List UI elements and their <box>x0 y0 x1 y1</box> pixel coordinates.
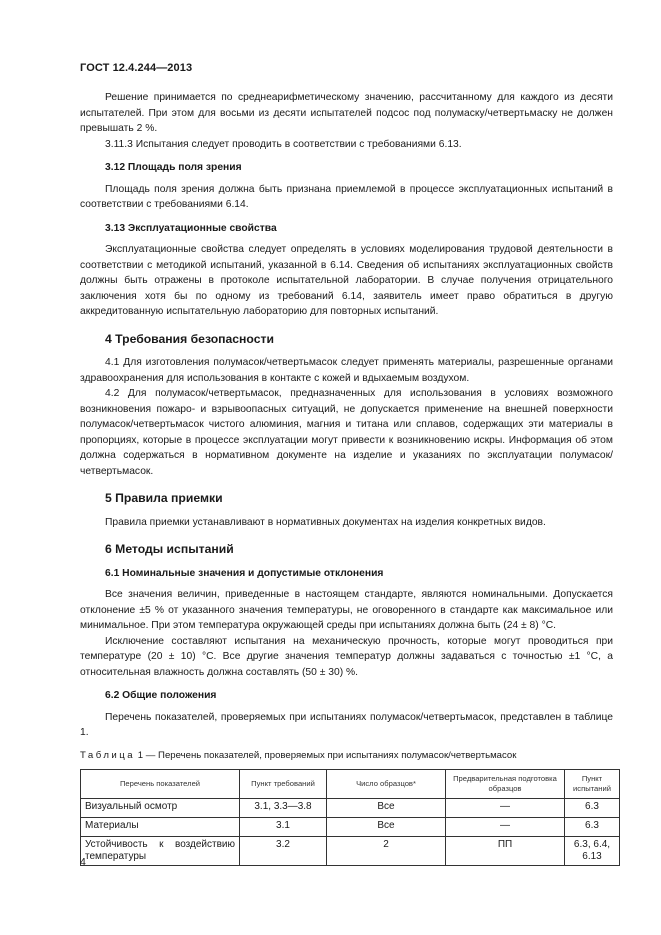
table-cell: 3.1, 3.3—3.8 <box>240 799 327 818</box>
paragraph: Площадь поля зрения должна быть признана приемлемой в процессе эксплуатационных испытаний в соответствии с требованиями 6.14. <box>80 183 613 210</box>
paragraph: Перечень показателей, проверяемых при испытаниях полумасок/четвертьмасок, представлен в таблице 1. <box>80 711 613 738</box>
table-caption-text: 1 — Перечень показателей, проверяемых при испытаниях полумасок/четвертьмасок <box>137 749 517 761</box>
section-heading-6: 6 Методы испытаний <box>105 542 234 556</box>
table-header-row <box>81 770 620 799</box>
table-cell: Все <box>327 799 446 818</box>
table-cell-word: к <box>159 839 164 850</box>
table-1 <box>80 769 620 866</box>
table-cell-line <box>85 839 235 851</box>
table-row <box>81 837 620 866</box>
standard-header: ГОСТ 12.4.244—2013 <box>80 62 193 74</box>
page-number: 4 <box>80 856 86 868</box>
table-row <box>81 799 620 818</box>
table-cell: 3.2 <box>240 837 327 866</box>
section-heading-3-12: 3.12 Площадь поля зрения <box>105 162 242 173</box>
table-cell: 2 <box>327 837 446 866</box>
table-row <box>81 818 620 837</box>
table-cell: 6.3 <box>565 818 620 837</box>
section-heading-6-1: 6.1 Номинальные значения и допустимые отклонения <box>105 567 384 579</box>
paragraph: Эксплуатационные свойства следует определять в условиях моделирования трудовой деятельности в соответствии с методикой испытаний, указанной в 6.14. Сведения об испытаниях эксплуатационных свойств должны быть отражены в протоколе испытательной лаборатории. В случае получения отрицательного заключения хотя бы по одному из требований 6.14, заявитель имеет право обратиться в другую аккредитованную испытательную лабораторию для повторных испытаний. <box>80 244 613 317</box>
paragraph: Решение принимается по среднеарифметическому значению, рассчитанному для каждого из десяти испытателей. При этом для восьми из десяти испытателей подсос под полумаску/четвертьмаску не должен превышать 2 %. <box>80 92 613 134</box>
paragraph: 3.11.3 Испытания следует проводить в соответствии с требованиями 6.13. <box>105 138 462 150</box>
section-heading-6-2: 6.2 Общие положения <box>105 690 217 701</box>
table-cell: Все <box>327 818 446 837</box>
table-cell: — <box>446 818 565 837</box>
section-heading-3-13: 3.13 Эксплуатационные свойства <box>105 222 277 234</box>
table-cell: 6.3, 6.4, 6.13 <box>565 837 620 866</box>
table-cell: 6.3 <box>565 799 620 818</box>
table-header-cell: Пункт требований <box>240 770 327 799</box>
table-cell: 3.1 <box>240 818 327 837</box>
paragraph: 4.2 Для полумасок/четвертьмасок, предназначенных для использования в условиях возможного возникновения пожаро- и взрывоопасных ситуаций, не допускается применение на внешней поверхности полумасок/четвертьмасок чистого алюминия, магния и титана или сплавов, содержащих эти материалы в пропорциях, которые в процессе эксплуатации могут привести к возникновению искры. Информация об этом должна содержаться в нормативном документе на изделие и указаниях по эксплуатации полумасок/четвертьмасок. <box>80 388 613 477</box>
table-cell: Визуальный осмотр <box>81 799 240 818</box>
table-cell: ПП <box>446 837 565 866</box>
paragraph: Исключение составляют испытания на механическую прочность, которые могут проводиться при температуре (20 ± 10) °С. Все другие значения температур должны задаваться с точностью ±1 °С, а относительная влажность должна составлять (50 ± 30) %. <box>80 635 613 678</box>
table-cell-word: Устойчивость <box>85 839 148 850</box>
table-cell: — <box>446 799 565 818</box>
paragraph: Правила приемки устанавливают в нормативных документах на изделия конкретных видов. <box>105 516 546 528</box>
table-caption-word: Таблица <box>80 749 136 761</box>
paragraph: 4.1 Для изготовления полумасок/четвертьмасок следует применять материалы, разрешенные органами здравоохранения для использования в контакте с кожей и вдыхаемым воздухом. <box>80 357 613 384</box>
document-body <box>80 90 613 866</box>
table-header-cell: Число образцов* <box>327 770 446 799</box>
paragraph: Все значения величин, приведенные в настоящем стандарте, являются номинальными. Допускается отклонение ±5 % от указанного значения температуры, не оговоренного в стандарте как максимальное или минимальное. При этом температура окружающей среды при испытаниях должна быть (24 ± 8) °С. <box>80 589 613 631</box>
section-heading-5: 5 Правила приемки <box>105 491 223 505</box>
section-heading-4: 4 Требования безопасности <box>105 331 274 346</box>
table-header-cell: Перечень показателей <box>81 770 240 799</box>
table-cell-line: температуры <box>85 851 147 862</box>
table-cell: Материалы <box>81 818 240 837</box>
table-cell <box>81 837 240 866</box>
table-caption <box>80 748 613 764</box>
table-cell-word: воздействию <box>175 839 235 850</box>
table-header-cell: Предварительная подготовка образцов <box>446 770 565 799</box>
table-header-cell: Пункт испытаний <box>565 770 620 799</box>
